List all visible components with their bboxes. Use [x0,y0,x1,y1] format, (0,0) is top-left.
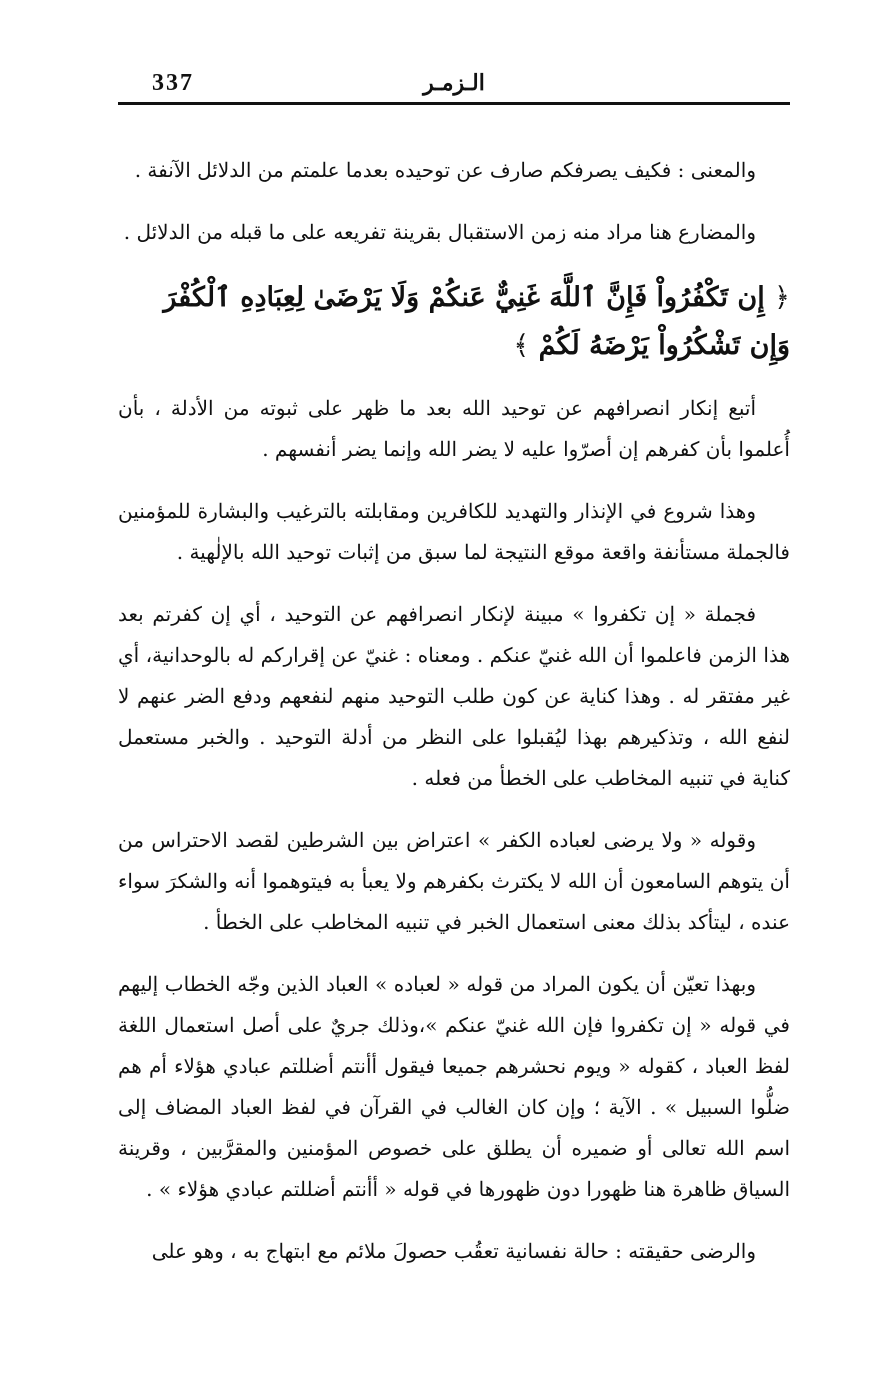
verse-text: إِن تَكْفُرُواْ فَإِنَّ ٱللَّهَ غَنِيٌّ عَنكُمْ وَلَا يَرْضَىٰ لِعِبَادِهِ ٱلْكُفْرَ وَإِن تَشْكُرُواْ يَرْضَهُ لَكُمْ [163,282,790,361]
paragraph-ibad: وبهذا تعيّن أن يكون المراد من قوله « لعباده » العباد الذين وجّه الخطاب إليهم في قوله « إن تكفروا فإن الله غنيّ عنكم »،وذلك جريٌ على أصل استعمال اللغة لفظ العباد ، كقوله « ويوم نحشرهم جميعا فيقول أأنتم أضللتم عبادي هؤلاء أم هم ضلُّوا السبيل » . الآية ؛ وإن كان الغالب في القرآن في لفظ العباد المضاف إلى اسم الله تعالى أو ضميره أن يطلق على خصوص المؤمنين والمقرَّبين ، وقرينة السياق ظاهرة هنا ظهورا دون ظهورها في قوله « أأنتم أضللتم عبادي هؤلاء » . [118,972,790,1201]
page-header [118,64,790,104]
page-body [118,150,790,1293]
paragraph-kinaya: فجملة « إن تكفروا » مبينة لإنكار انصرافهم عن التوحيد ، أي إن كفرتم بعد هذا الزمن فاعلموا أن الله غنيّ عنكم . ومعناه : غنيّ عن إقراركم له بالوحدانية، أي غير مفتقر له . وهذا كناية عن كون طلب التوحيد منهم لنفعهم ودفع الضر عنهم لا لنفع الله ، وتذكيرهم بهذا ليُقبلوا على النظر من أدلة التوحيد . والخبر مستعمل كناية في تنبيه المخاطب على الخطأ من فعله . [118,602,790,790]
quran-verse [118,274,790,370]
verse-open-bracket: ﴿ [774,282,790,313]
paragraph-mudari: والمضارع هنا مراد منه زمن الاستقبال بقرينة تفريعه على ما قبله من الدلائل . [123,220,756,244]
paragraph-parenthetical: وقوله « ولا يرضى لعباده الكفر » اعتراض بين الشرطين لقصد الاحتراس من أن يتوهم السامعون أن الله لا يكترث بكفرهم ولا يعبأ به فيتوهموا أنه والشكرَ سواء عنده ، ليتأكد بذلك معنى استعمال الخبر في تنبيه المخاطب على الخطأ . [118,828,790,934]
paragraph-warning: وهذا شروع في الإنذار والتهديد للكافرين ومقابلته بالترغيب والبشارة للمؤمنين فالجملة مستأنفة واقعة موقع النتيجة لما سبق من إثبات توحيد الله بالإلٰهية . [118,499,790,564]
verse-close-bracket: ﴾ [513,330,530,361]
running-title: الـزمـر [423,70,485,96]
header-rule [118,102,790,105]
paragraph-rida: والرضى حقيقته : حالة نفسانية تعقُب حصولَ ملائم مع ابتهاج به ، وهو على [151,1239,756,1263]
paragraph-followup: أتبع إنكار انصرافهم عن توحيد الله بعد ما ظهر على ثبوته من الأدلة ، بأن أُعلموا بأن كفرهم إن أصرّوا عليه لا يضر الله وإنما يضر أنفسهم . [118,396,790,461]
page-number: 337 [152,70,194,96]
paragraph-meaning: والمعنى : فكيف يصرفكم صارف عن توحيده بعدما علمتم من الدلائل الآنفة . [134,158,756,182]
